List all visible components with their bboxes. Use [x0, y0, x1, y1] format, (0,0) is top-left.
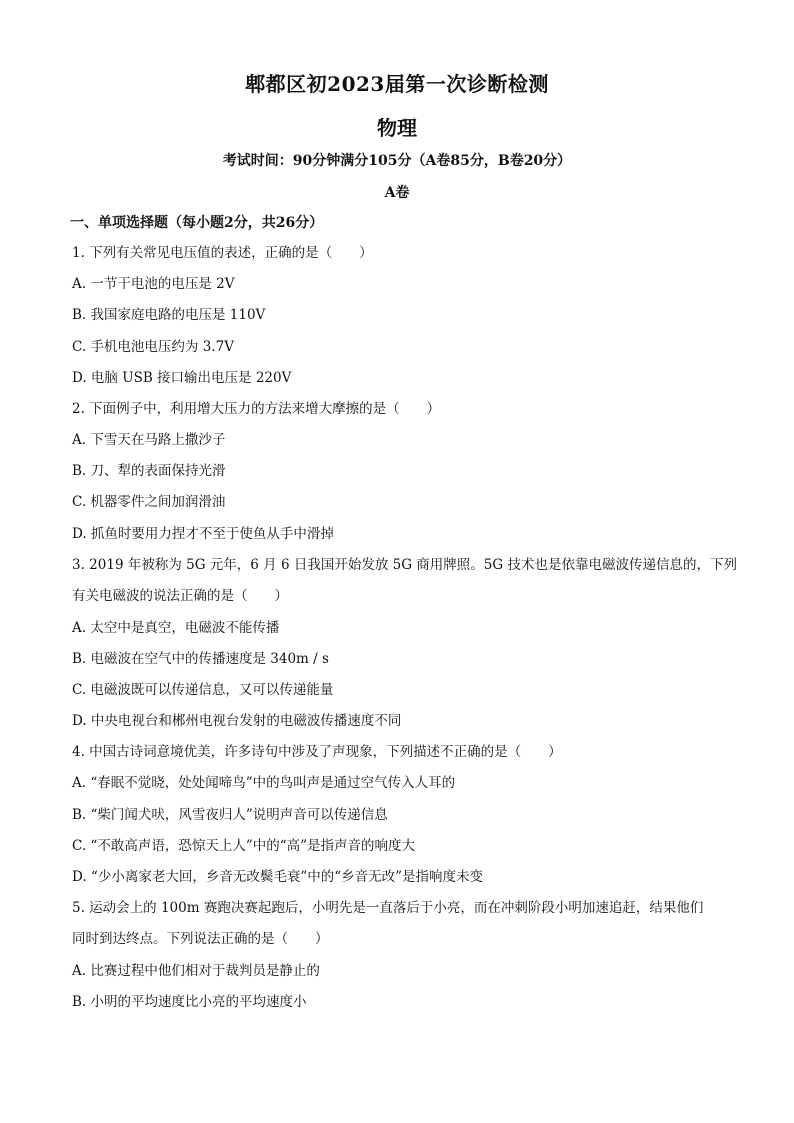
question-2-option-c: C. 机器零件之间加润滑油	[72, 494, 226, 510]
section-heading: 一、单项选择题（每小题2分，共26分）	[70, 215, 324, 231]
question-2-option-b: B. 刀、犁的表面保持光滑	[72, 463, 226, 479]
question-1-option-a: A. 一节干电池的电压是 2V	[72, 276, 235, 292]
question-5-option-a: A. 比赛过程中他们相对于裁判员是静止的	[72, 963, 320, 979]
question-3-option-d: D. 中央电视台和郴州电视台发射的电磁波传播速度不同	[72, 713, 402, 729]
question-4-option-b: B. “柴门闻犬吠，风雪夜归人”说明声音可以传递信息	[72, 807, 388, 823]
exam-title: 郫都区初2023届第一次诊断检测	[245, 72, 549, 96]
question-5-stem-line2: 同时到达终点。下列说法正确的是（ ）	[72, 931, 329, 947]
question-4-option-a: A. “春眠不觉晓，处处闻啼鸟”中的鸟叫声是通过空气传入人耳的	[72, 775, 456, 791]
question-3-stem-line1: 3. 2019 年被称为 5G 元年，6 月 6 日我国开始发放 5G 商用牌照。5G 技术也是依靠电磁波传递信息的，下列	[72, 557, 737, 573]
question-3-option-b: B. 电磁波在空气中的传播速度是 340m / s	[72, 651, 329, 667]
question-5-option-b: B. 小明的平均速度比小亮的平均速度小	[72, 994, 307, 1010]
exam-info: 考试时间：90分钟满分105分（A卷85分，B卷20分）	[222, 153, 572, 169]
volume-label: A卷	[384, 185, 410, 201]
question-1-option-c: C. 手机电池电压约为 3.7V	[72, 339, 234, 355]
question-2-stem: 2. 下面例子中，利用增大压力的方法来增大摩擦的是（ ）	[72, 401, 441, 417]
question-4-option-d: D. “少小离家老大回，乡音无改鬓毛衰”中的“乡音无改”是指响度未变	[72, 869, 484, 885]
question-3-option-a: A. 太空中是真空，电磁波不能传播	[72, 620, 280, 636]
question-1-stem: 1. 下列有关常见电压值的表述，正确的是（ ）	[72, 245, 373, 261]
question-3-option-c: C. 电磁波既可以传递信息，又可以传递能量	[72, 682, 334, 698]
subject-title: 物理	[377, 116, 417, 140]
question-5-stem-line1: 5. 运动会上的 100m 赛跑决赛起跑后，小明先是一直落后于小亮，而在冲刺阶段小明加速追赶，结果他们	[72, 900, 704, 916]
question-4-stem: 4. 中国古诗词意境优美，许多诗句中涉及了声现象，下列描述不正确的是（ ）	[72, 744, 562, 760]
question-2-option-d: D. 抓鱼时要用力捏才不至于使鱼从手中滑掉	[72, 526, 334, 542]
question-1-option-b: B. 我国家庭电路的电压是 110V	[72, 307, 266, 323]
question-4-option-c: C. “不敢高声语，恐惊天上人”中的“高”是指声音的响度大	[72, 838, 416, 854]
question-1-option-d: D. 电脑 USB 接口输出电压是 220V	[72, 370, 292, 386]
question-3-stem-line2: 有关电磁波的说法正确的是（ ）	[72, 588, 288, 604]
question-2-option-a: A. 下雪天在马路上撒沙子	[72, 432, 226, 448]
